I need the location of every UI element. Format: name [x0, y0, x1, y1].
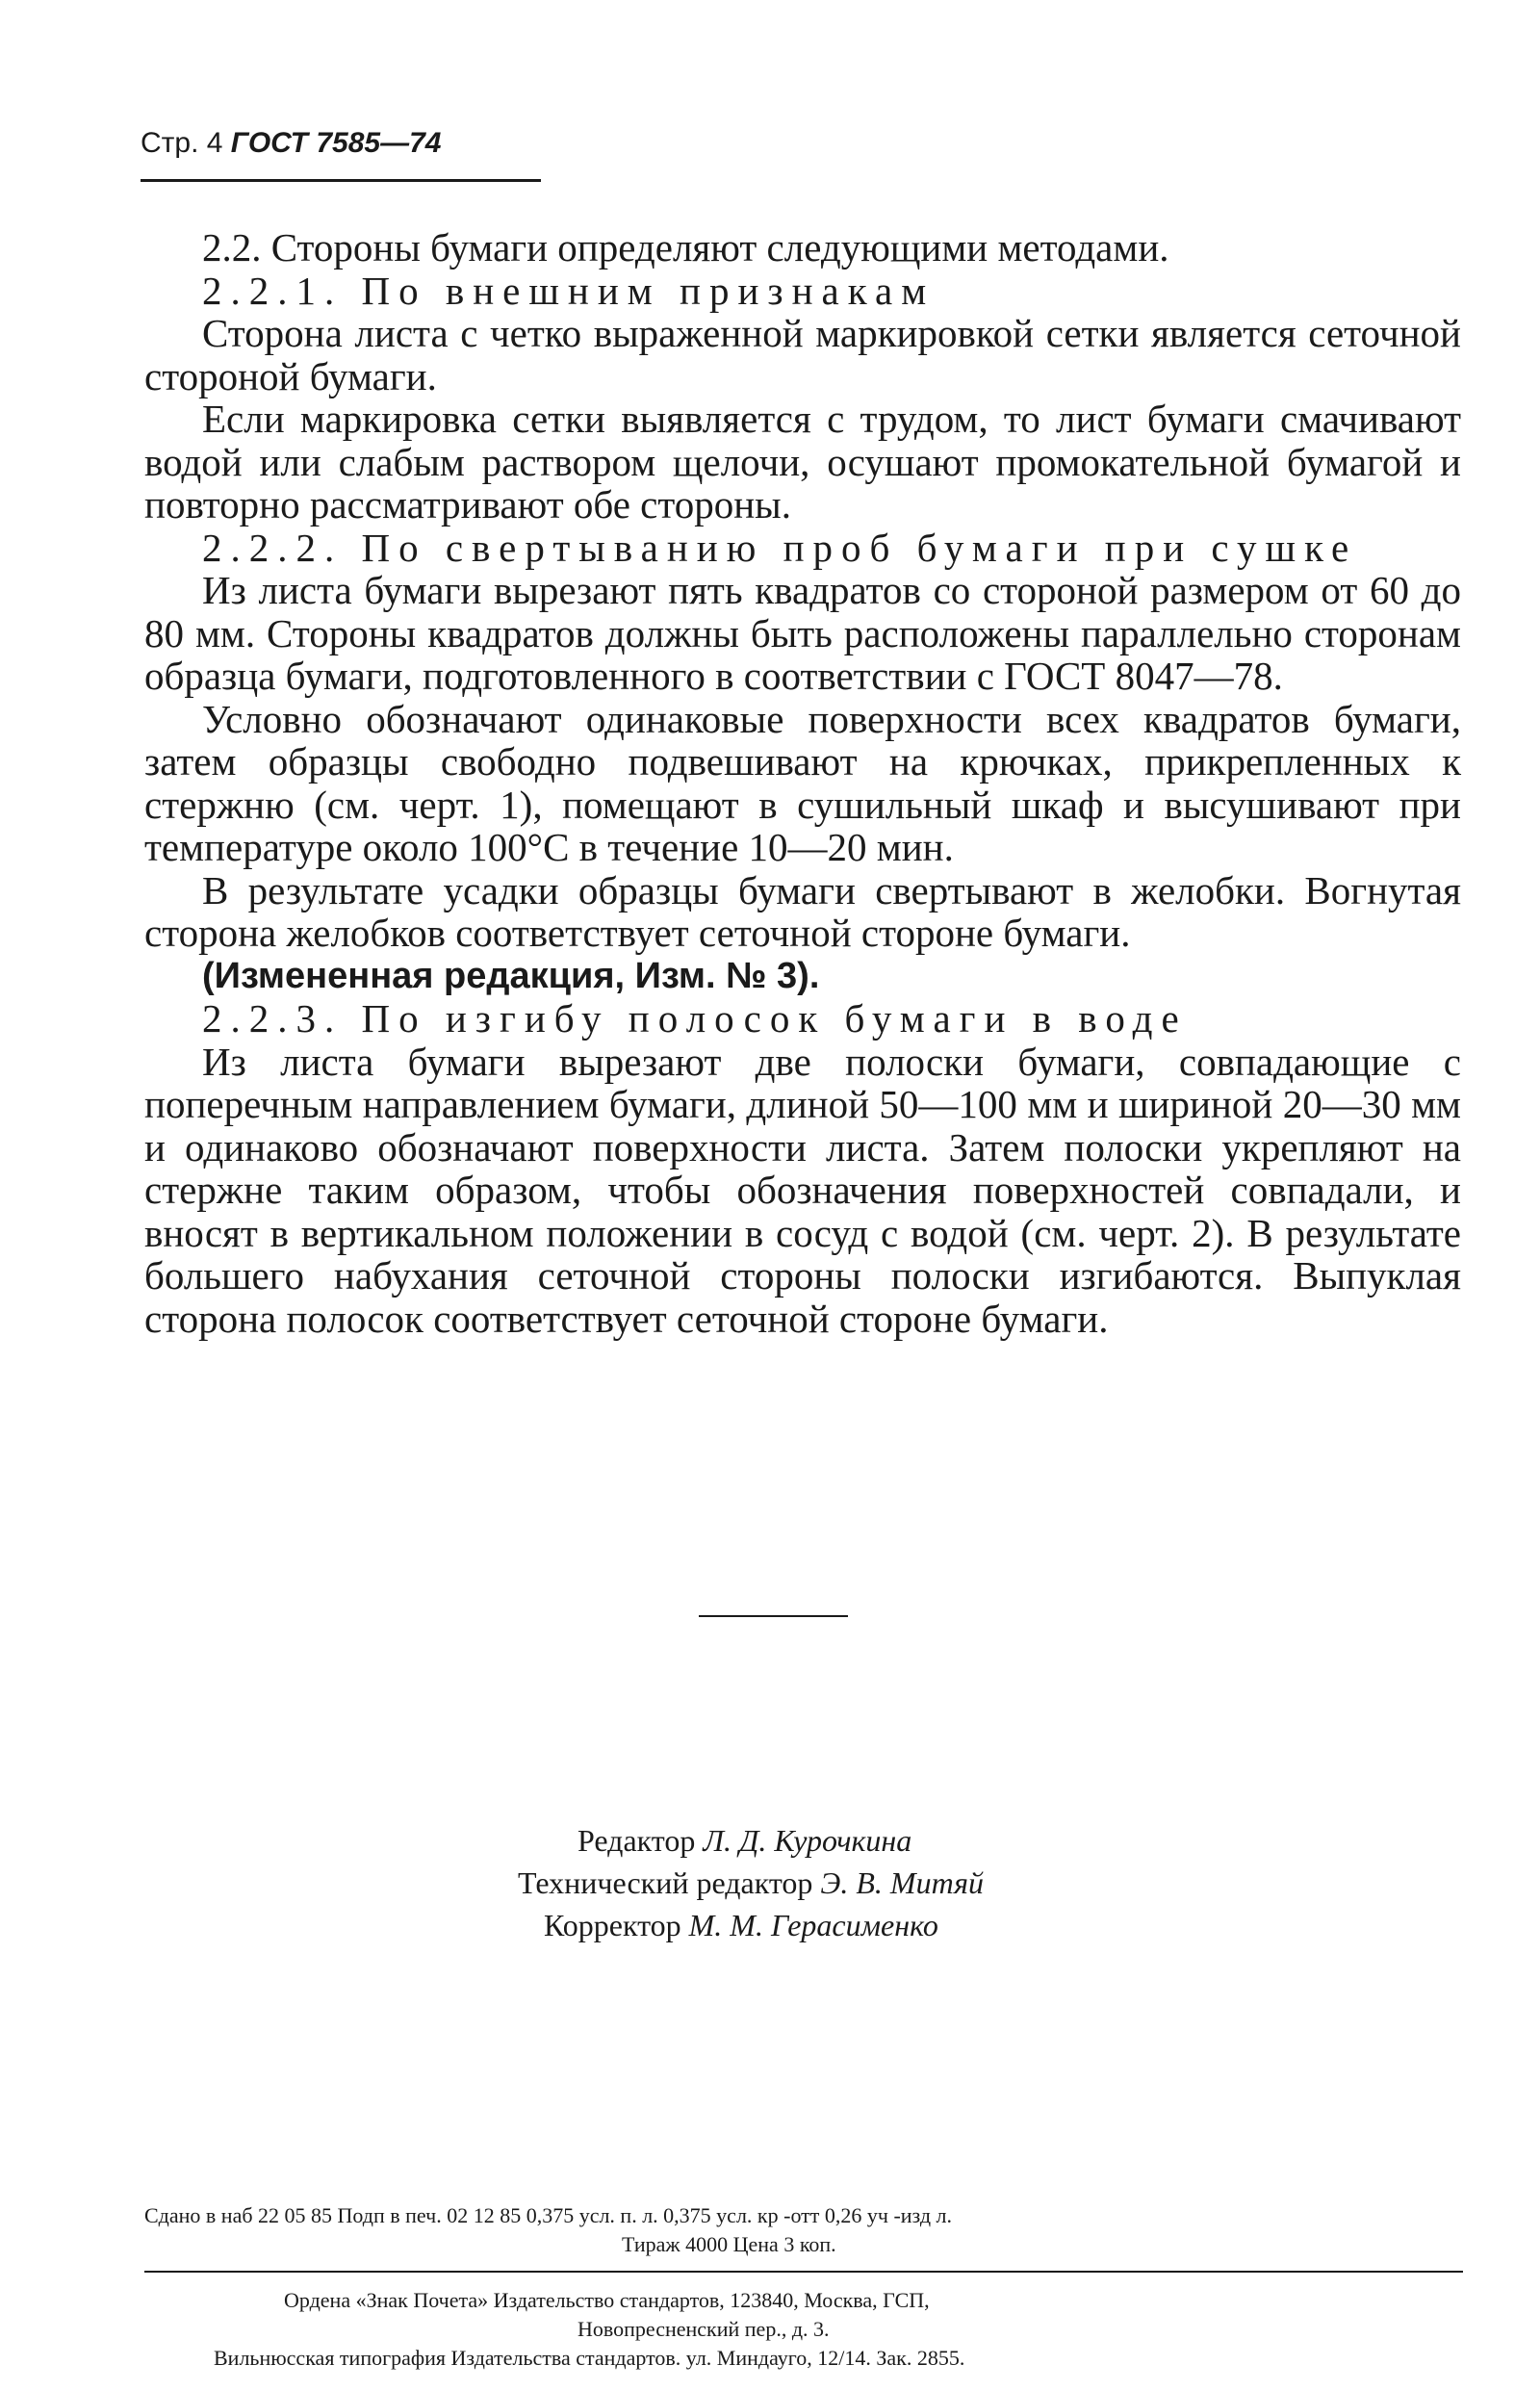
- tech-editor-line: [518, 1862, 984, 1904]
- corrector-name: М. М. Герасименко: [688, 1908, 938, 1942]
- section-2-2-1-heading: 2.2.1. По внешним признакам: [202, 268, 936, 313]
- publisher-line-1: Ордена «Знак Почета» Издательство стандартов, 123840, Москва, ГСП,: [284, 2288, 930, 2312]
- tech-editor-name: Э. В. Митяй: [820, 1865, 984, 1900]
- publisher-line-2: Новопресненский пер., д. 3.: [578, 2317, 830, 2341]
- corrector-line: [544, 1904, 938, 1946]
- tech-editor-label: Технический редактор: [518, 1865, 813, 1900]
- section-2-2-3-heading: 2.2.3. По изгибу полосок бумаги в воде: [202, 996, 1188, 1041]
- corrector-label: Корректор: [544, 1908, 681, 1942]
- editor-name: Л. Д. Курочкина: [703, 1823, 912, 1858]
- paragraph: Из листа бумаги вырезают две полоски бумаги, совпадающие с поперечным направлением бумаги, длиной 50—100 мм и шириной 20—30 мм и одинаково обозначают поверхности листа. Затем полоски укрепляют на стержне таким образом, чтобы обозначения поверхностей совпадали, и вносят в вертикальном положении в сосуд с водой (см. черт. 2). В результате большего набухания сеточной стороны полоски изгибаются. Выпуклая сторона полосок соответствует сеточной стороне бумаги.: [144, 1039, 1461, 1341]
- header-rule: [141, 179, 541, 182]
- editor-line: [578, 1819, 911, 1862]
- paragraph: Если маркировка сетки выявляется с трудом, то лист бумаги смачивают водой или слабым раствором щелочи, осушают промокательной бумагой и повторно рассматривают обе стороны.: [144, 397, 1461, 527]
- section-2-2: 2.2. Стороны бумаги определяют следующими методами.: [202, 225, 1169, 270]
- paragraph: Из листа бумаги вырезают пять квадратов со стороной размером от 60 до 80 мм. Стороны квадратов должны быть расположены параллельно сторонам образца бумаги, подготовленного в соответствии с ГОСТ 8047—78.: [144, 568, 1461, 698]
- document-body: [144, 226, 1461, 1340]
- page-number: Стр. 4: [141, 127, 223, 159]
- imprint-line-2: Тираж 4000 Цена 3 коп.: [622, 2232, 836, 2256]
- amendment-note: (Измененная редакция, Изм. № 3).: [202, 955, 820, 996]
- editor-label: Редактор: [578, 1823, 696, 1858]
- imprint-line-1: Сдано в наб 22 05 85 Подп в печ. 02 12 85 0,375 усл. п. л. 0,375 усл. кр -отт 0,26 уч -изд л.: [144, 2203, 953, 2227]
- section-2-2-2-heading: 2.2.2. По свертыванию проб бумаги при сушке: [202, 525, 1358, 570]
- imprint-rule: [144, 2271, 1463, 2273]
- standard-number: ГОСТ 7585—74: [230, 127, 442, 159]
- paragraph: Условно обозначают одинаковые поверхности всех квадратов бумаги, затем образцы свободно подвешивают на крючках, прикрепленных к стержню (см. черт. 1), помещают в сушильный шкаф и высушивают при температуре около 100°С в течение 10—20 мин.: [144, 696, 1461, 869]
- page-header: [141, 127, 441, 160]
- separator-rule: [699, 1615, 848, 1617]
- paragraph: Сторона листа с четко выраженной маркировкой сетки является сеточной стороной бумаги.: [144, 311, 1461, 398]
- paragraph: В результате усадки образцы бумаги свертывают в желобки. Вогнутая сторона желобков соответствует сеточной стороне бумаги.: [144, 867, 1461, 955]
- publisher-line-3: Вильнюсская типография Издательства стандартов. ул. Миндауго, 12/14. Зак. 2855.: [214, 2346, 965, 2370]
